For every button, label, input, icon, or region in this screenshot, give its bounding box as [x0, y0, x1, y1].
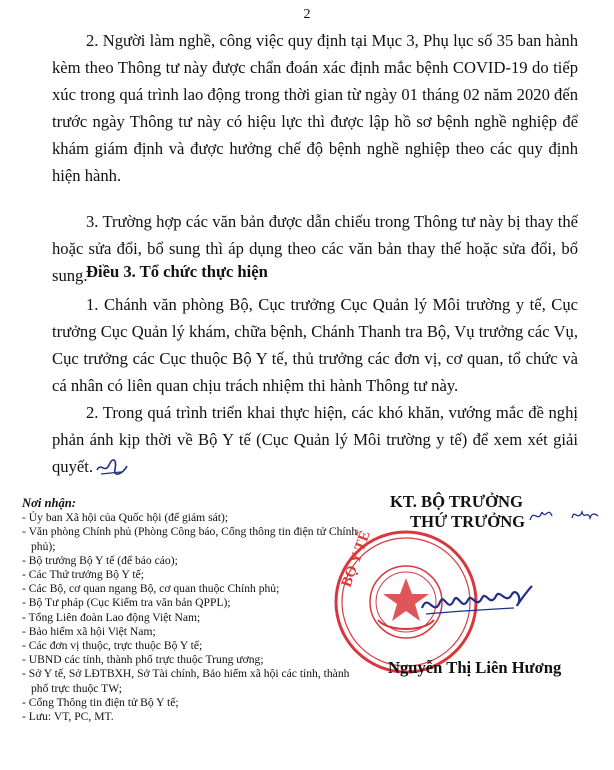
page-number: 2 [303, 7, 311, 22]
recipient-item: - Cổng Thông tin điện tử Bộ Y tế; [22, 696, 367, 710]
article-3-heading: Điều 3. Tổ chức thực hiện [86, 262, 268, 281]
article-3-item-1-text: Chánh văn phòng Bộ, Cục trưởng Cục Quản lý Môi trường y tế, Cục trưởng Cục Quản lý khám, chữa bệnh, Chánh Thanh tra Bộ, Vụ trưởng các Vụ, Cục trưởng các Cục thuộc Bộ Y tế, thủ trưởng các đơn vị, cơ quan, tổ chức và cá nhân có liên quan chịu trách nhiệm thi hành Thông tư này. [52, 295, 578, 395]
article-3-item-2-number: 2. [86, 403, 99, 422]
signer-name: Nguyễn Thị Liên Hương [388, 658, 562, 677]
recipient-item: - Bộ Tư pháp (Cục Kiểm tra văn bản QPPL); [22, 596, 367, 610]
recipient-item: - Tổng Liên đoàn Lao động Việt Nam; [22, 611, 367, 625]
article-3-item-2-text: Trong quá trình triển khai thực hiện, các khó khăn, vướng mắc đề nghị phản ánh kịp thời về Bộ Y tế (Cục Quản lý Môi trường y tế) để xem xét giải quyết. [52, 403, 578, 476]
clause-2-text: Người làm nghề, công việc quy định tại Mục 3, Phụ lục số 35 ban hành kèm theo Thông tư này được chẩn đoán xác định mắc bệnh COVID-19 do tiếp xúc trong quá trình lao động trong thời gian từ ngày 01 tháng 02 năm 2020 đến trước ngày Thông tư này có hiệu lực thì được lập hồ sơ bệnh nghề nghiệp để khám giám định và được hưởng chế độ bệnh nghề nghiệp theo các quy định hiện hành. [52, 31, 578, 185]
recipient-item: - Các đơn vị thuộc, trực thuộc Bộ Y tế; [22, 639, 367, 653]
recipient-item: - Ủy ban Xã hội của Quốc hội (để giám sát); [22, 511, 367, 525]
recipient-item: - Sở Y tế, Sở LĐTBXH, Sở Tài chính, Bảo hiểm xã hội các tỉnh, thành phố trực thuộc TW; [22, 667, 367, 695]
recipient-item: - Bảo hiểm xã hội Việt Nam; [22, 625, 367, 639]
recipients-block [22, 496, 367, 724]
clause-2-number-text: 2. [86, 31, 99, 50]
clause-3-text: Trường hợp các văn bản được dẫn chiếu trong Thông tư này bị thay thế hoặc sửa đổi, bổ sung thì áp dụng theo các văn bản thay thế hoặc sửa đổi, bổ sung. [52, 212, 578, 285]
seal-text: BỘ Y TẾ [338, 528, 374, 590]
recipient-item: - Văn phòng Chính phủ (Phòng Công báo, Cổng thông tin điện tử Chính phủ); [22, 525, 367, 553]
article-3-item-2 [52, 399, 578, 480]
signature-icon [418, 578, 536, 626]
recipients-list [22, 511, 367, 724]
initials-icon [528, 500, 600, 528]
signature-title-line1: KT. BỘ TRƯỞNG [390, 492, 523, 511]
recipient-item: - UBND các tỉnh, thành phố trực thuộc Trung ương; [22, 653, 367, 667]
article-3-item-1-number: 1. [86, 295, 99, 314]
clause-3-number: 3. [86, 212, 99, 231]
recipient-item: - Lưu: VT, PC, MT. [22, 710, 367, 724]
recipient-item: - Các Bộ, cơ quan ngang Bộ, cơ quan thuộc Chính phủ; [22, 582, 367, 596]
signature-title-line2: THỨ TRƯỞNG [410, 512, 526, 531]
recipient-item: - Các Thứ trưởng Bộ Y tế; [22, 568, 367, 582]
initial-mark-icon [95, 456, 129, 478]
article-3-item-1 [52, 291, 578, 399]
clause-2 [52, 27, 578, 189]
recipient-item: - Bộ trưởng Bộ Y tế (để báo cáo); [22, 554, 367, 568]
recipients-heading: Nơi nhận: [22, 496, 77, 510]
